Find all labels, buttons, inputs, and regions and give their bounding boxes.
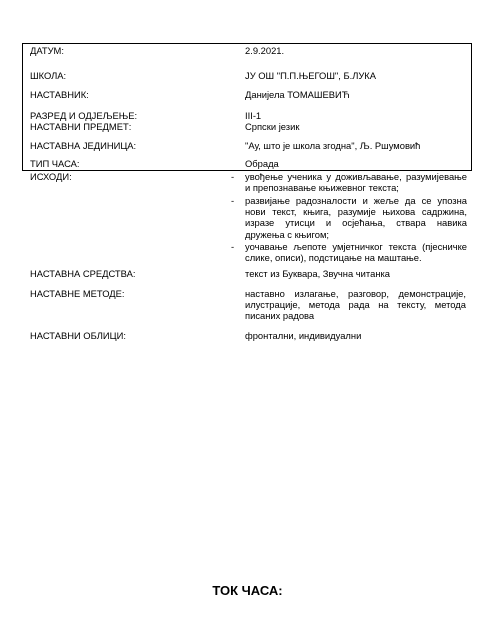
lesson-unit-label: НАСТАВНА ЈЕДИНИЦА: xyxy=(30,140,137,151)
outcome-text: развијање радозналости и жеље да се упозна нови текст, књига, разумије њихова садржина, изразе утисци и осјећања, ствара навика дружења с књигом; xyxy=(245,194,467,240)
grade-class-value: III-1 xyxy=(245,110,262,121)
teacher-value: Данијела ТОМАШЕВИЋ xyxy=(245,89,350,100)
school-value: ЈУ ОШ "П.П.ЊЕГОШ", Б.ЛУКА xyxy=(245,70,377,81)
teaching-forms-label: НАСТАВНИ ОБЛИЦИ: xyxy=(30,330,126,341)
teaching-methods-value: наставно излагање, разговор, демонстрације, илустрације, метода рада на тексту, метода писаних радова xyxy=(245,288,466,322)
lesson-type-value: Обрада xyxy=(245,158,279,169)
teaching-forms-value: фронтални, индивидуални xyxy=(245,330,362,341)
teaching-aids-value: текст из Буквара, Звучна читанка xyxy=(245,268,391,279)
outcome-text: уочавање љепоте умјетничког текста (пјесничке слике, описи), подстицање на маштање. xyxy=(245,241,467,264)
lesson-unit-value: "Ау, што је школа згодна", Љ. Ршумовић xyxy=(245,140,421,151)
bullet-dash: - xyxy=(231,241,235,253)
list-item xyxy=(231,195,467,240)
date-value: 2.9.2021. xyxy=(245,45,285,56)
school-label: ШКОЛА: xyxy=(30,70,67,81)
teaching-methods-label: НАСТАВНЕ МЕТОДЕ: xyxy=(30,288,125,299)
lesson-type-label: ТИП ЧАСА: xyxy=(30,158,80,169)
bullet-dash: - xyxy=(231,171,235,182)
header-table-frame xyxy=(22,43,472,171)
teaching-aids-label: НАСТАВНА СРЕДСТВА: xyxy=(30,268,136,279)
list-item xyxy=(231,241,467,263)
bullet-dash: - xyxy=(231,194,235,206)
subject-value: Српски језик xyxy=(245,121,300,132)
outcome-text: увођење ученика у доживљавање, разумијевање и препознавање књижевног текста; xyxy=(245,171,467,194)
grade-class-label: РАЗРЕД И ОДЈЕЉЕЊЕ: xyxy=(30,110,138,121)
subject-label: НАСТАВНИ ПРЕДМЕТ: xyxy=(30,121,132,132)
teacher-label: НАСТАВНИК: xyxy=(30,89,89,100)
list-item xyxy=(231,171,467,193)
date-label: ДАТУМ: xyxy=(30,45,64,56)
lesson-flow-heading: ТОК ЧАСА: xyxy=(212,583,283,598)
outcomes-label: ИСХОДИ: xyxy=(30,171,72,182)
outcomes-list xyxy=(231,171,467,265)
